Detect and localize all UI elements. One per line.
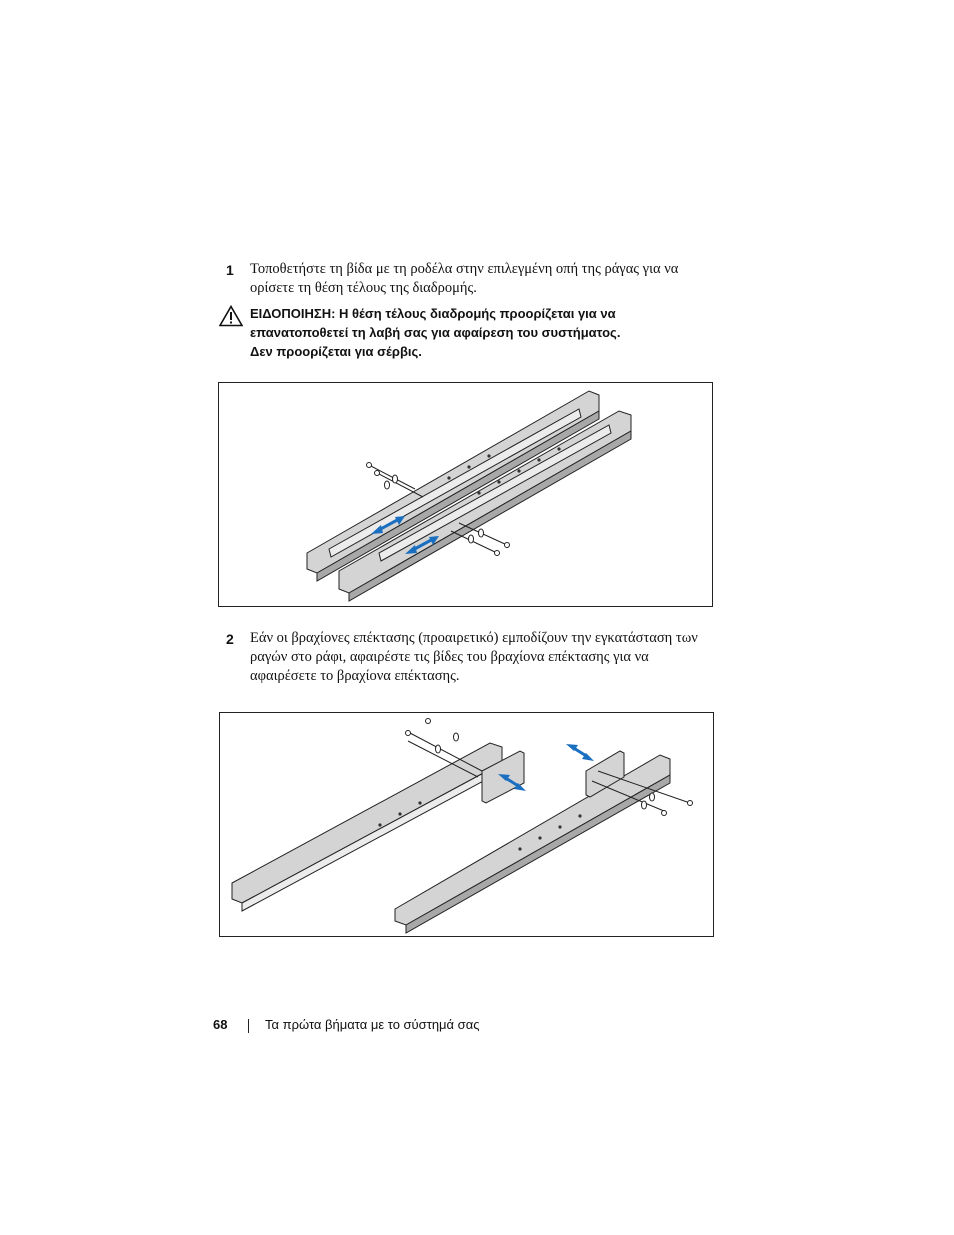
bracket-illustration (220, 713, 713, 936)
rail-illustration (219, 383, 712, 606)
step-number: 1 (226, 262, 234, 278)
step-number: 2 (226, 631, 234, 647)
footer-title: Τα πρώτα βήματα με το σύστημά σας (265, 1017, 480, 1032)
notice-line: ΕΙΔΟΠΟΙΗΣΗ: Η θέση τέλους διαδρομής προορίζεται για να (250, 306, 616, 321)
step-2-text (250, 629, 698, 686)
figure-rail-stop-screw (218, 382, 713, 607)
notice-line: επανατοποθετεί τη λαβή σας για αφαίρεση του συστήματος. (250, 325, 621, 340)
step-2-line: Εάν οι βραχίονες επέκτασης (προαιρετικό) εμποδίζουν την εγκατάσταση των (250, 630, 698, 646)
step-1-text (250, 260, 678, 298)
footer-separator (248, 1019, 249, 1033)
figure-remove-extension-bracket (219, 712, 714, 937)
page-number: 68 (213, 1017, 228, 1032)
step-2-line: αφαιρέσετε το βραχίονα επέκτασης. (250, 668, 460, 684)
step-1-line: ορίσετε τη θέση τέλους της διαδρομής. (250, 280, 477, 296)
notice-text (250, 304, 620, 361)
warning-triangle-icon (219, 305, 243, 327)
step-1-line: Τοποθετήστε τη βίδα με τη ροδέλα στην επιλεγμένη οπή της ράγας για να (250, 261, 679, 277)
notice-line: Δεν προορίζεται για σέρβις. (250, 344, 422, 359)
step-2-line: ραγών στο ράφι, αφαιρέστε τις βίδες του βραχίονα επέκτασης για να (250, 649, 649, 665)
